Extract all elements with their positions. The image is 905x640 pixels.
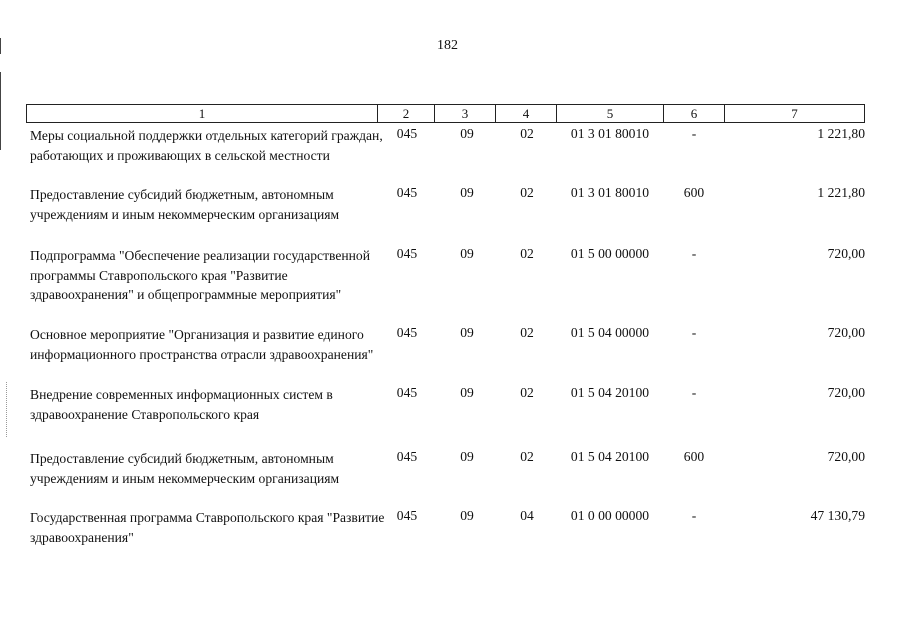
- row-col-3: 09: [460, 385, 474, 400]
- left-margin-dotted-mark: [6, 382, 8, 437]
- row-col-5: 01 3 01 80010: [570, 185, 650, 200]
- row-col-3: 09: [460, 325, 474, 340]
- row-description: Государственная программа Ставропольского края "Развитие здравоохранения": [30, 510, 385, 545]
- row-col-4: 02: [520, 385, 534, 400]
- row-col-5: 01 5 00 00000: [570, 246, 650, 261]
- header-col-1: 1: [198, 106, 206, 121]
- row-col-5: 01 5 04 00000: [570, 325, 650, 340]
- row-col-2: 045: [396, 325, 418, 340]
- row-col-2: 045: [396, 246, 418, 261]
- row-col-2: 045: [396, 385, 418, 400]
- row-col-6: -: [691, 126, 697, 141]
- row-col-5: 01 5 04 20100: [570, 449, 650, 464]
- header-col-2: 2: [377, 105, 434, 122]
- row-col-6: 600: [683, 185, 705, 200]
- row-description: Внедрение современных информационных систем в здравоохранение Ставропольского края: [30, 387, 333, 422]
- row-col-4: 02: [520, 126, 534, 141]
- row-col-2: 045: [396, 126, 418, 141]
- table-header-row: [26, 104, 865, 123]
- page-number: 182: [437, 38, 458, 53]
- row-col-7: 720,00: [827, 325, 865, 340]
- row-col-2: 045: [396, 449, 418, 464]
- row-col-4: 02: [520, 185, 534, 200]
- header-col-6: 6: [663, 105, 724, 122]
- row-col-7: 720,00: [827, 449, 865, 464]
- left-margin-mark-mid: [0, 72, 1, 150]
- row-description: Предоставление субсидий бюджетным, автономным учреждениям и иным некоммерческим организациям: [30, 187, 340, 222]
- row-col-3: 09: [460, 185, 474, 200]
- row-col-2: 045: [396, 508, 418, 523]
- row-col-5: 01 5 04 20100: [570, 385, 650, 400]
- row-col-7: 47 130,79: [810, 508, 865, 523]
- row-col-7: 1 221,80: [817, 126, 865, 141]
- row-col-6: -: [691, 325, 697, 340]
- row-col-4: 02: [520, 246, 534, 261]
- row-col-3: 09: [460, 449, 474, 464]
- row-col-7: 720,00: [827, 246, 865, 261]
- row-col-3: 09: [460, 246, 474, 261]
- row-col-2: 045: [396, 185, 418, 200]
- row-description: Меры социальной поддержки отдельных категорий граждан, работающих и проживающих в сельской местности: [30, 128, 383, 163]
- header-col-5: 5: [556, 105, 663, 122]
- row-col-7: 1 221,80: [817, 185, 865, 200]
- row-col-4: 04: [520, 508, 534, 523]
- row-col-6: -: [691, 508, 697, 523]
- row-col-6: 600: [683, 449, 705, 464]
- header-col-4: 4: [495, 105, 556, 122]
- row-description: Предоставление субсидий бюджетным, автономным учреждениям и иным некоммерческим организациям: [30, 451, 340, 486]
- row-col-4: 02: [520, 449, 534, 464]
- row-col-3: 09: [460, 126, 474, 141]
- header-col-3: 3: [434, 105, 495, 122]
- header-col-7: 7: [724, 105, 864, 122]
- row-col-6: -: [691, 246, 697, 261]
- row-col-4: 02: [520, 325, 534, 340]
- row-col-3: 09: [460, 508, 474, 523]
- row-col-5: 01 3 01 80010: [570, 126, 650, 141]
- row-description: Основное мероприятие "Организация и развитие единого информационного пространства отрасли здравоохранения": [30, 327, 374, 362]
- row-col-5: 01 0 00 00000: [570, 508, 650, 523]
- row-description: Подпрограмма "Обеспечение реализации государственной программы Ставропольского края "Развитие здравоохранения" и общепрограммные мероприятия": [30, 248, 371, 302]
- row-col-6: -: [691, 385, 697, 400]
- row-col-7: 720,00: [827, 385, 865, 400]
